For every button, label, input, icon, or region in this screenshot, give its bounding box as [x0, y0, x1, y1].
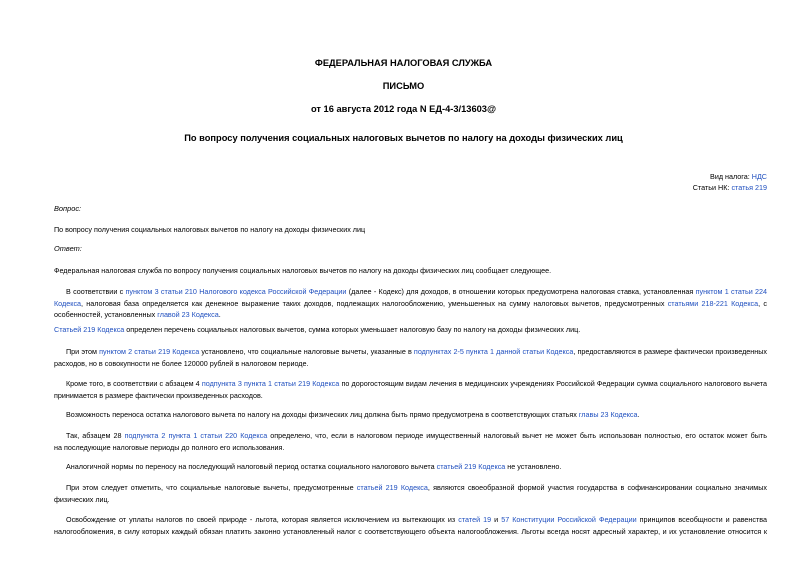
agency-heading: ФЕДЕРАЛЬНАЯ НАЛОГОВАЯ СЛУЖБА — [314, 58, 493, 68]
link-p1-art224[interactable]: пунктом 1 статьи 224 — [695, 287, 767, 296]
link-p3-art210[interactable]: пунктом 3 статьи 210 Налогового кодекса Российской Федерации — [125, 287, 347, 296]
link-art219-3[interactable]: статьей 219 Кодекса — [356, 483, 428, 492]
paragraph-5-line-1: Возможность переноса остатка налогового вычета по налогу на доходы физических лиц должна быть прямо предусмотрена в соответствующих статьях главы 23 Кодекса. — [66, 410, 640, 419]
link-art19[interactable]: статей 19 — [458, 515, 492, 524]
answer-label: Ответ: — [54, 244, 82, 253]
paragraph-6 — [54, 430, 767, 453]
paragraph-3-line-2: расходов, но в совокупности не более 120000 рублей в налоговом периоде. — [54, 358, 309, 368]
question-text — [54, 224, 767, 236]
paragraph-1 — [54, 286, 767, 321]
link-pp3-p1-art219[interactable]: подпункта 3 пункта 1 статьи 219 Кодекса — [201, 379, 340, 388]
document-type-heading: ПИСЬМО — [382, 81, 425, 91]
link-chapter23[interactable]: главой 23 Кодекса — [157, 310, 219, 319]
link-art219-2[interactable]: статьей 219 Кодекса — [436, 462, 506, 471]
paragraph-9-line-2: налогообложения, в силу которых каждый обязан платить законно установленный налог с соответствующего объекта налогообложения. Льготы всегда носят адресный характер, и их установление относится к — [54, 526, 767, 536]
question-text-line: По вопросу получения социальных налоговых вычетов по налогу на доходы физических лиц — [54, 225, 366, 234]
paragraph-7 — [54, 461, 767, 473]
paragraph-4 — [54, 378, 767, 401]
paragraph-5 — [54, 409, 767, 421]
paragraph-2 — [54, 324, 767, 336]
paragraph-6-line-1: Так, абзацем 28 подпункта 2 пункта 1 статьи 220 Кодекса определено, что, если в налоговом периоде имущественный налоговый вычет не может быть использован полностью, его остаток может быть — [66, 431, 767, 440]
paragraph-8 — [54, 482, 767, 505]
link-art57-constitution[interactable]: 57 Конституции Российской Федерации — [501, 515, 637, 524]
link-pp2-5[interactable]: подпунктах 2-5 пункта 1 данной статьи Кодекса — [413, 347, 574, 356]
question-label: Вопрос: — [54, 204, 82, 213]
answer-intro — [54, 265, 767, 277]
paragraph-7-line-1: Аналогичной нормы по переносу на последующий налоговый период остатка социального налогового вычета статьей 219 Кодекса не установлено. — [66, 462, 562, 471]
nk-articles-label: Статьи НК: — [692, 183, 732, 192]
link-art218-221[interactable]: статьями 218-221 Кодекса — [667, 298, 759, 308]
paragraph-1-line-2: Кодекса, налоговая база определяется как денежное выражение таких доходов, подлежащих налогообложению, уменьшенных на сумму налоговых вычетов, предусмотренных статьями 218-221 Кодекса, с — [54, 298, 767, 308]
nk-article-link[interactable]: статья 219 — [731, 183, 767, 192]
paragraph-3 — [54, 346, 767, 369]
date-number-heading: от 16 августа 2012 года N ЕД-4-3/13603@ — [310, 104, 497, 114]
paragraph-1-line-3: особенностей, установленных главой 23 Кодекса. — [54, 310, 221, 319]
paragraph-9-line-1: Освобождение от уплаты налогов по своей природе - льгота, которая является исключением из вытекающих из статей 19 и 57 Конституции Российской Федерации принципов всеобщности и равенства — [66, 515, 767, 524]
subject-heading: По вопросу получения социальных налоговых вычетов по налогу на доходы физических лиц — [184, 133, 623, 143]
link-art219[interactable]: Статьей 219 Кодекса — [54, 325, 125, 334]
tax-type-label: Вид налога: — [710, 172, 752, 181]
tax-type-line — [710, 172, 767, 181]
link-chapter23-2[interactable]: главы 23 Кодекса — [578, 410, 638, 419]
link-p2-art219[interactable]: пунктом 2 статьи 219 Кодекса — [99, 347, 200, 356]
paragraph-1-line-1: В соответствии с пунктом 3 статьи 210 Налогового кодекса Российской Федерации (далее - Кодекс) для доходов, в отношении которых предусмотрена налоговая ставка, установленная пунктом 1 статьи 224 — [66, 287, 767, 296]
paragraph-9 — [54, 514, 767, 537]
paragraph-6-line-2: на последующие налоговые периоды до полного его использования. — [54, 442, 285, 452]
nk-articles-line — [693, 183, 767, 192]
tax-type-link[interactable]: НДС — [751, 172, 767, 181]
paragraph-8-line-1: При этом следует отметить, что социальные налоговые вычеты, предусмотренные статьей 219 Кодекса, являются своеобразной формой участия государства в софинансировании социально значимых — [66, 483, 767, 492]
paragraph-3-line-1: При этом пунктом 2 статьи 219 Кодекса установлено, что социальные налоговые вычеты, указанные в подпунктах 2-5 пункта 1 данной статьи Кодекса, предоставляются в размере фактически произведенных — [66, 347, 767, 356]
paragraph-4-line-2: принимается в размере фактически произведенных расходов. — [54, 390, 263, 400]
paragraph-8-line-2: физических лиц. — [54, 494, 110, 504]
link-pp2-p1-art220[interactable]: подпункта 2 пункта 1 статьи 220 Кодекса — [124, 431, 268, 440]
link-kodeks[interactable]: Кодекса — [54, 298, 82, 308]
paragraph-4-line-1: Кроме того, в соответствии с абзацем 4 подпункта 3 пункта 1 статьи 219 Кодекса по дорогостоящим видам лечения в медицинских учреждениях Российской Федерации сумма социального налогового вычета — [66, 379, 767, 388]
paragraph-2-line-1: Статьей 219 Кодекса определен перечень социальных налоговых вычетов, сумма которых уменьшает налоговую базу по налогу на доходы физических лиц. — [54, 325, 581, 334]
answer-intro-line: Федеральная налоговая служба по вопросу получения социальных налоговых вычетов по налогу на доходы физических лиц сообщает следующее. — [54, 266, 552, 275]
